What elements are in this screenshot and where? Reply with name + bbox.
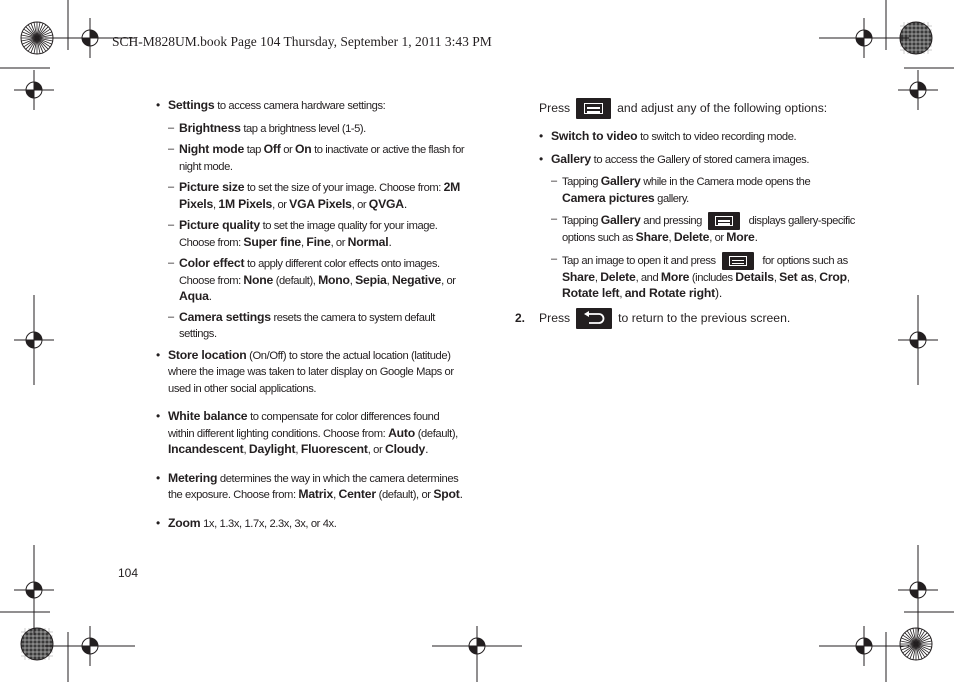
menu-key-icon: [722, 252, 754, 270]
list-item-image-options: – Tap an image to open it and press for options such as Share, Delete, and More (includes Details, Set as, Crop, Rotate left, and Rotate right).: [539, 252, 855, 303]
book-info-header: SCH-M828UM.book Page 104 Thursday, September 1, 2011 3:43 PM: [112, 34, 492, 49]
list-item-settings: • Settings to access camera hardware settings:: [156, 98, 468, 115]
list-item-brightness: – Brightness tap a brightness level (1-5).: [156, 121, 468, 138]
list-item-gallery-options: – Tapping Gallery and pressing displays gallery-specific options such as Share, Delete, or More.: [539, 212, 855, 247]
right-column: [515, 98, 855, 339]
list-item-camera-settings: – Camera settings resets the camera to system default settings.: [156, 310, 468, 343]
press-menu-instruction: Press and adjust any of the following options:: [515, 98, 855, 120]
list-item-metering: • Metering determines the way in which the camera determines the exposure. Choose from: Matrix, Center (default), or Spot.: [156, 471, 468, 504]
list-item-night-mode: – Night mode tap Off or On to inactivate or active the flash for night mode.: [156, 142, 468, 175]
list-item-gallery-camera-pictures: – Tapping Gallery while in the Camera mode opens the Camera pictures gallery.: [539, 174, 855, 207]
menu-key-icon: [576, 98, 611, 119]
list-item-white-balance: • White balance to compensate for color differences found within different lighting conditions. Choose from: Auto (default), Incandescent, Daylight, Fluorescent, or Cloudy.: [156, 409, 468, 459]
left-column: [156, 98, 468, 538]
list-item-gallery: • Gallery to access the Gallery of stored camera images.: [539, 152, 855, 169]
list-item-zoom: • Zoom 1x, 1.3x, 1.7x, 2.3x, 3x, or 4x.: [156, 516, 468, 533]
list-item-picture-size: – Picture size to set the size of your image. Choose from: 2M Pixels, 1M Pixels, or VGA Pixels, or QVGA.: [156, 180, 468, 213]
menu-key-icon: [708, 212, 740, 230]
list-item-color-effect: – Color effect to apply different color effects onto images. Choose from: None (default), Mono, Sepia, Negative, or Aqua.: [156, 256, 468, 305]
page-number: 104: [118, 566, 139, 580]
list-item-store-location: • Store location (On/Off) to store the actual location (latitude) where the image was taken to later display on Google Maps or used in other social applications.: [156, 348, 468, 398]
list-item-picture-quality: – Picture quality to set the image quality for your image. Choose from: Super fine, Fine, or Normal.: [156, 218, 468, 251]
list-item-switch-to-video: • Switch to video to switch to video recording mode.: [539, 129, 855, 146]
back-key-icon: [576, 308, 612, 329]
step-number: 2.: [515, 310, 526, 325]
step-2-back-instruction: 2. Press to return to the previous screen.: [515, 308, 855, 330]
